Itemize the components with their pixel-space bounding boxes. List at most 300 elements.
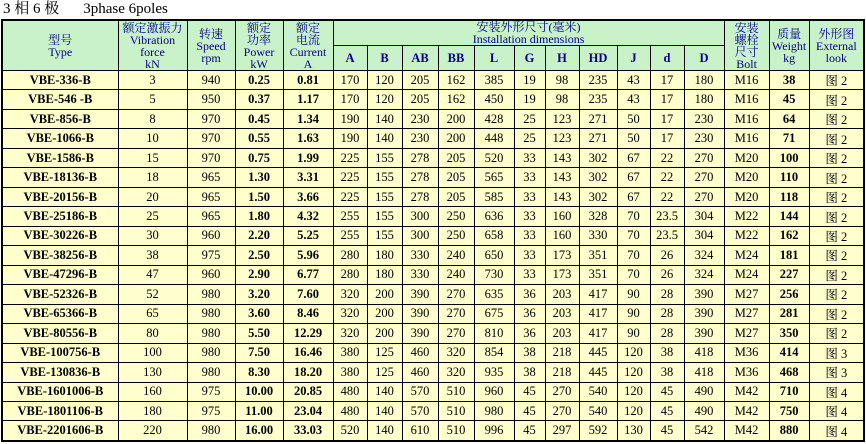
cell-bolt: M22: [724, 226, 769, 245]
cell-bolt: M24: [724, 246, 769, 265]
cell-dim: 120: [367, 71, 402, 90]
cell-dim: 200: [438, 129, 474, 148]
col-header-weight: 质量 Weight kg: [769, 20, 809, 71]
col-header-dim-H: H: [545, 46, 579, 71]
cell-dim: 203: [545, 285, 579, 304]
cell-dim: 140: [367, 129, 402, 148]
cell-power: 11.00: [235, 401, 283, 420]
cell-speed: 980: [187, 324, 235, 343]
cell-dim: 250: [438, 207, 474, 226]
cell-type: VBE-38256-B: [2, 246, 118, 265]
cell-dim: 125: [367, 363, 402, 382]
cell-current: 3.31: [283, 168, 333, 187]
cell-speed: 965: [187, 168, 235, 187]
cell-dim: 460: [402, 363, 438, 382]
cell-figure: 图 2: [809, 168, 864, 187]
cell-speed: 970: [187, 109, 235, 128]
cell-dim: 565: [474, 168, 514, 187]
cell-dim: 45: [514, 382, 545, 401]
cell-power: 2.90: [235, 265, 283, 284]
cell-power: 2.20: [235, 226, 283, 245]
cell-dim: 90: [617, 324, 650, 343]
cell-dim: 300: [402, 226, 438, 245]
cell-dim: 155: [367, 187, 402, 206]
cell-dim: 38: [514, 363, 545, 382]
cell-dim: 33: [514, 265, 545, 284]
cell-dim: 36: [514, 304, 545, 323]
cell-speed: 980: [187, 363, 235, 382]
cell-type: VBE-130836-B: [2, 363, 118, 382]
cell-dim: 173: [545, 246, 579, 265]
cell-dim: 240: [438, 246, 474, 265]
cell-dim: 297: [545, 421, 579, 441]
cell-speed: 960: [187, 265, 235, 284]
cell-dim: 140: [367, 382, 402, 401]
cell-dim: 610: [402, 421, 438, 441]
cell-dim: 235: [579, 90, 617, 109]
col-header-external-look: 外形图 External look: [809, 20, 864, 71]
cell-dim: 155: [367, 168, 402, 187]
cell-dim: 250: [438, 226, 474, 245]
col-header-vibration-force: 额定激振力 Vibration force kN: [118, 20, 187, 71]
cell-dim: 28: [650, 304, 684, 323]
cell-type: VBE-30226-B: [2, 226, 118, 245]
cell-dim: 173: [545, 265, 579, 284]
table-row: [2, 71, 864, 90]
cell-bolt: M27: [724, 285, 769, 304]
table-row: [2, 382, 864, 401]
table-row: [2, 187, 864, 206]
cell-dim: 278: [402, 187, 438, 206]
cell-force: 100: [118, 343, 187, 362]
cell-bolt: M16: [724, 71, 769, 90]
cell-dim: 28: [650, 324, 684, 343]
page-title: [0, 0, 866, 19]
col-header-dim-L: L: [474, 46, 514, 71]
cell-figure: 图 2: [809, 187, 864, 206]
cell-dim: 120: [367, 90, 402, 109]
cell-type: VBE-336-B: [2, 71, 118, 90]
cell-dim: 448: [474, 129, 514, 148]
cell-current: 16.46: [283, 343, 333, 362]
cell-bolt: M42: [724, 421, 769, 441]
cell-dim: 490: [684, 401, 724, 420]
cell-dim: 43: [617, 71, 650, 90]
cell-dim: 90: [617, 285, 650, 304]
cell-dim: 180: [367, 246, 402, 265]
col-header-dim-BB: BB: [438, 46, 474, 71]
cell-dim: 450: [474, 90, 514, 109]
cell-dim: 510: [438, 401, 474, 420]
cell-dim: 302: [579, 187, 617, 206]
cell-current: 23.04: [283, 401, 333, 420]
cell-dim: 205: [438, 187, 474, 206]
cell-weight: 110: [769, 168, 809, 187]
cell-type: VBE-18136-B: [2, 168, 118, 187]
cell-dim: 70: [617, 246, 650, 265]
cell-dim: 390: [684, 304, 724, 323]
cell-force: 30: [118, 226, 187, 245]
cell-power: 2.50: [235, 246, 283, 265]
cell-figure: 图 2: [809, 148, 864, 167]
cell-power: 0.45: [235, 109, 283, 128]
cell-dim: 50: [617, 109, 650, 128]
cell-dim: 480: [333, 382, 367, 401]
cell-dim: 205: [402, 71, 438, 90]
cell-dim: 26: [650, 265, 684, 284]
table-row: [2, 421, 864, 441]
cell-weight: 144: [769, 207, 809, 226]
cell-dim: 17: [650, 129, 684, 148]
col-header-dim-D: D: [684, 46, 724, 71]
table-row: [2, 285, 864, 304]
cell-speed: 970: [187, 148, 235, 167]
cell-dim: 38: [650, 343, 684, 362]
cell-dim: 25: [514, 129, 545, 148]
cell-dim: 300: [402, 207, 438, 226]
cell-weight: 71: [769, 129, 809, 148]
table-row: [2, 401, 864, 420]
cell-bolt: M36: [724, 343, 769, 362]
table-row: [2, 129, 864, 148]
cell-type: VBE-2201606-B: [2, 421, 118, 441]
cell-dim: 270: [684, 187, 724, 206]
cell-dim: 417: [579, 285, 617, 304]
cell-dim: 45: [514, 421, 545, 441]
cell-dim: 130: [617, 421, 650, 441]
cell-dim: 162: [438, 90, 474, 109]
cell-figure: 图 2: [809, 109, 864, 128]
cell-dim: 70: [617, 265, 650, 284]
cell-dim: 540: [579, 401, 617, 420]
cell-dim: 180: [684, 90, 724, 109]
cell-power: 0.75: [235, 148, 283, 167]
cell-dim: 330: [579, 226, 617, 245]
col-header-current: 额定 电流 Current A: [283, 20, 333, 71]
table-row: [2, 207, 864, 226]
cell-dim: 570: [402, 401, 438, 420]
cell-dim: 33: [514, 226, 545, 245]
cell-power: 1.50: [235, 187, 283, 206]
cell-bolt: M24: [724, 265, 769, 284]
cell-dim: 328: [579, 207, 617, 226]
cell-dim: 170: [333, 90, 367, 109]
cell-weight: 414: [769, 343, 809, 362]
cell-dim: 140: [367, 421, 402, 441]
cell-dim: 200: [367, 304, 402, 323]
cell-dim: 230: [402, 129, 438, 148]
title-zh: 3 相 6 极: [3, 1, 60, 17]
cell-dim: 155: [367, 148, 402, 167]
cell-speed: 980: [187, 343, 235, 362]
cell-dim: 240: [438, 265, 474, 284]
cell-dim: 460: [402, 343, 438, 362]
cell-dim: 33: [514, 148, 545, 167]
cell-dim: 592: [579, 421, 617, 441]
cell-dim: 120: [617, 343, 650, 362]
cell-dim: 225: [333, 148, 367, 167]
cell-dim: 390: [402, 285, 438, 304]
cell-bolt: M20: [724, 148, 769, 167]
cell-bolt: M20: [724, 187, 769, 206]
cell-current: 1.99: [283, 148, 333, 167]
cell-current: 8.46: [283, 304, 333, 323]
cell-figure: 图 2: [809, 246, 864, 265]
cell-dim: 19: [514, 71, 545, 90]
cell-dim: 351: [579, 246, 617, 265]
cell-force: 20: [118, 187, 187, 206]
cell-type: VBE-1801106-B: [2, 401, 118, 420]
cell-dim: 330: [402, 246, 438, 265]
table-row: [2, 226, 864, 245]
cell-dim: 278: [402, 148, 438, 167]
cell-speed: 965: [187, 187, 235, 206]
cell-speed: 975: [187, 401, 235, 420]
cell-dim: 98: [545, 90, 579, 109]
cell-bolt: M42: [724, 382, 769, 401]
cell-dim: 635: [474, 285, 514, 304]
cell-dim: 22: [650, 187, 684, 206]
cell-dim: 935: [474, 363, 514, 382]
cell-power: 3.20: [235, 285, 283, 304]
cell-power: 0.55: [235, 129, 283, 148]
cell-speed: 975: [187, 382, 235, 401]
cell-dim: 980: [474, 401, 514, 420]
cell-dim: 270: [438, 304, 474, 323]
cell-type: VBE-856-B: [2, 109, 118, 128]
cell-dim: 190: [333, 109, 367, 128]
cell-figure: 图 2: [809, 285, 864, 304]
cell-dim: 218: [545, 363, 579, 382]
cell-power: 1.80: [235, 207, 283, 226]
cell-dim: 26: [650, 246, 684, 265]
cell-current: 20.85: [283, 382, 333, 401]
cell-force: 38: [118, 246, 187, 265]
col-header-power: 额定 功率 Power kW: [235, 20, 283, 71]
cell-weight: 880: [769, 421, 809, 441]
cell-dim: 200: [367, 324, 402, 343]
cell-weight: 100: [769, 148, 809, 167]
cell-dim: 155: [367, 226, 402, 245]
table-row: [2, 109, 864, 128]
cell-force: 65: [118, 304, 187, 323]
cell-speed: 940: [187, 71, 235, 90]
cell-dim: 480: [333, 401, 367, 420]
table-row: [2, 265, 864, 284]
cell-speed: 960: [187, 226, 235, 245]
cell-current: 1.34: [283, 109, 333, 128]
cell-force: 8: [118, 109, 187, 128]
cell-force: 47: [118, 265, 187, 284]
cell-dim: 390: [684, 285, 724, 304]
cell-dim: 280: [333, 265, 367, 284]
cell-force: 220: [118, 421, 187, 441]
cell-force: 5: [118, 90, 187, 109]
cell-force: 18: [118, 168, 187, 187]
cell-force: 160: [118, 382, 187, 401]
cell-dim: 270: [438, 285, 474, 304]
cell-dim: 143: [545, 187, 579, 206]
cell-dim: 90: [617, 304, 650, 323]
cell-dim: 123: [545, 129, 579, 148]
cell-dim: 270: [684, 148, 724, 167]
cell-power: 8.30: [235, 363, 283, 382]
cell-dim: 730: [474, 265, 514, 284]
col-header-dim-d: d: [650, 46, 684, 71]
cell-dim: 271: [579, 109, 617, 128]
table-row: [2, 304, 864, 323]
cell-current: 7.60: [283, 285, 333, 304]
cell-dim: 658: [474, 226, 514, 245]
cell-weight: 710: [769, 382, 809, 401]
cell-force: 52: [118, 285, 187, 304]
cell-dim: 324: [684, 246, 724, 265]
cell-dim: 17: [650, 90, 684, 109]
cell-dim: 67: [617, 148, 650, 167]
cell-dim: 520: [474, 148, 514, 167]
title-en: 3phase 6poles: [83, 1, 168, 17]
cell-dim: 271: [579, 129, 617, 148]
cell-dim: 67: [617, 187, 650, 206]
cell-speed: 950: [187, 90, 235, 109]
cell-dim: 143: [545, 148, 579, 167]
cell-dim: 45: [650, 401, 684, 420]
table-row: [2, 168, 864, 187]
cell-weight: 162: [769, 226, 809, 245]
col-header-dim-J: J: [617, 46, 650, 71]
cell-force: 130: [118, 363, 187, 382]
cell-type: VBE-546 -B: [2, 90, 118, 109]
cell-dim: 160: [545, 226, 579, 245]
cell-dim: 140: [367, 401, 402, 420]
cell-weight: 227: [769, 265, 809, 284]
cell-bolt: M20: [724, 168, 769, 187]
cell-dim: 650: [474, 246, 514, 265]
cell-dim: 510: [438, 382, 474, 401]
cell-current: 4.32: [283, 207, 333, 226]
cell-bolt: M16: [724, 109, 769, 128]
cell-current: 3.66: [283, 187, 333, 206]
cell-power: 10.00: [235, 382, 283, 401]
cell-figure: 图 4: [809, 382, 864, 401]
cell-dim: 540: [579, 382, 617, 401]
cell-type: VBE-20156-B: [2, 187, 118, 206]
cell-dim: 304: [684, 226, 724, 245]
table-row: [2, 343, 864, 362]
cell-dim: 320: [438, 363, 474, 382]
cell-dim: 996: [474, 421, 514, 441]
cell-power: 5.50: [235, 324, 283, 343]
table-row: [2, 90, 864, 109]
cell-dim: 180: [367, 265, 402, 284]
table-body: [2, 71, 864, 442]
cell-bolt: M42: [724, 401, 769, 420]
cell-power: 1.30: [235, 168, 283, 187]
cell-dim: 854: [474, 343, 514, 362]
cell-current: 5.96: [283, 246, 333, 265]
cell-weight: 181: [769, 246, 809, 265]
cell-type: VBE-100756-B: [2, 343, 118, 362]
cell-dim: 180: [684, 71, 724, 90]
cell-type: VBE-1601006-B: [2, 382, 118, 401]
cell-dim: 302: [579, 148, 617, 167]
cell-dim: 17: [650, 71, 684, 90]
cell-weight: 256: [769, 285, 809, 304]
cell-dim: 960: [474, 382, 514, 401]
cell-dim: 162: [438, 71, 474, 90]
cell-dim: 570: [402, 382, 438, 401]
cell-dim: 45: [514, 401, 545, 420]
cell-dim: 125: [367, 343, 402, 362]
cell-dim: 636: [474, 207, 514, 226]
cell-dim: 304: [684, 207, 724, 226]
cell-figure: 图 2: [809, 265, 864, 284]
cell-dim: 390: [402, 304, 438, 323]
cell-dim: 225: [333, 168, 367, 187]
col-header-dim-HD: HD: [579, 46, 617, 71]
cell-figure: 图 2: [809, 90, 864, 109]
cell-type: VBE-80556-B: [2, 324, 118, 343]
cell-current: 33.03: [283, 421, 333, 441]
cell-dim: 155: [367, 207, 402, 226]
cell-dim: 17: [650, 109, 684, 128]
cell-dim: 22: [650, 168, 684, 187]
cell-dim: 205: [438, 168, 474, 187]
cell-bolt: M16: [724, 129, 769, 148]
cell-dim: 23.5: [650, 207, 684, 226]
col-header-dim-G: G: [514, 46, 545, 71]
cell-force: 25: [118, 207, 187, 226]
cell-dim: 330: [402, 265, 438, 284]
cell-dim: 205: [438, 148, 474, 167]
cell-dim: 585: [474, 187, 514, 206]
cell-dim: 25: [514, 109, 545, 128]
cell-dim: 542: [684, 421, 724, 441]
cell-dim: 380: [333, 363, 367, 382]
cell-type: VBE-47296-B: [2, 265, 118, 284]
cell-dim: 67: [617, 168, 650, 187]
cell-bolt: M36: [724, 363, 769, 382]
cell-dim: 675: [474, 304, 514, 323]
cell-dim: 230: [684, 129, 724, 148]
cell-current: 12.29: [283, 324, 333, 343]
cell-dim: 255: [333, 207, 367, 226]
cell-dim: 510: [438, 421, 474, 441]
cell-dim: 417: [579, 304, 617, 323]
cell-dim: 225: [333, 187, 367, 206]
cell-dim: 200: [438, 109, 474, 128]
cell-dim: 203: [545, 304, 579, 323]
cell-type: VBE-65366-B: [2, 304, 118, 323]
cell-dim: 235: [579, 71, 617, 90]
cell-dim: 36: [514, 285, 545, 304]
cell-dim: 205: [402, 90, 438, 109]
cell-speed: 965: [187, 207, 235, 226]
cell-dim: 143: [545, 168, 579, 187]
cell-dim: 123: [545, 109, 579, 128]
cell-dim: 270: [545, 401, 579, 420]
cell-dim: 230: [684, 109, 724, 128]
cell-current: 1.63: [283, 129, 333, 148]
cell-bolt: M16: [724, 90, 769, 109]
cell-dim: 320: [438, 343, 474, 362]
cell-figure: 图 2: [809, 304, 864, 323]
cell-weight: 64: [769, 109, 809, 128]
cell-weight: 38: [769, 71, 809, 90]
cell-weight: 468: [769, 363, 809, 382]
col-header-type: 型号 Type: [2, 20, 118, 71]
cell-force: 10: [118, 129, 187, 148]
